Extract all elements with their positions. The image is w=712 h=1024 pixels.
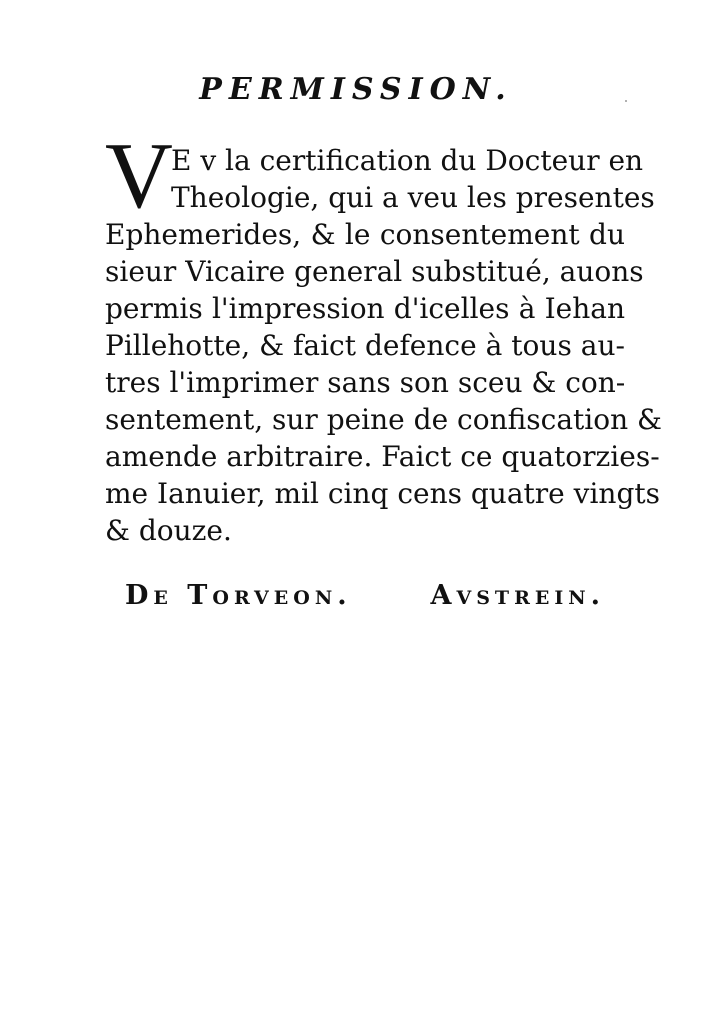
text-line: me Ianuier, mil cinq cens quatre vingts	[105, 477, 660, 510]
text-line: permis l'impression d'icelles à Iehan	[105, 292, 625, 325]
text-line: tres l'imprimer sans son sceu & con-	[105, 366, 626, 399]
text-line: amende arbitraire. Faict ce quatorzies-	[105, 440, 660, 473]
text-line: E v la certification du Docteur en	[171, 144, 644, 177]
signature-right: Avstrein.	[430, 580, 605, 611]
page-title: PERMISSION.	[199, 72, 513, 107]
drop-cap: V	[105, 124, 173, 228]
permission-text	[105, 142, 662, 549]
signatures	[125, 580, 605, 620]
text-line: sieur Vicaire general substitué, auons	[105, 255, 644, 288]
signature-left: De Torveon.	[125, 580, 352, 611]
text-line: Pillehotte, & faict defence à tous au-	[105, 329, 625, 362]
text-line: sentement, sur peine de confiscation &	[105, 403, 662, 436]
text-line: Theologie, qui a veu les presentes	[171, 181, 655, 214]
text-line: Ephemerides, & le consentement du	[105, 218, 625, 251]
ink-speck	[625, 100, 627, 102]
text-line: & douze.	[105, 514, 232, 547]
